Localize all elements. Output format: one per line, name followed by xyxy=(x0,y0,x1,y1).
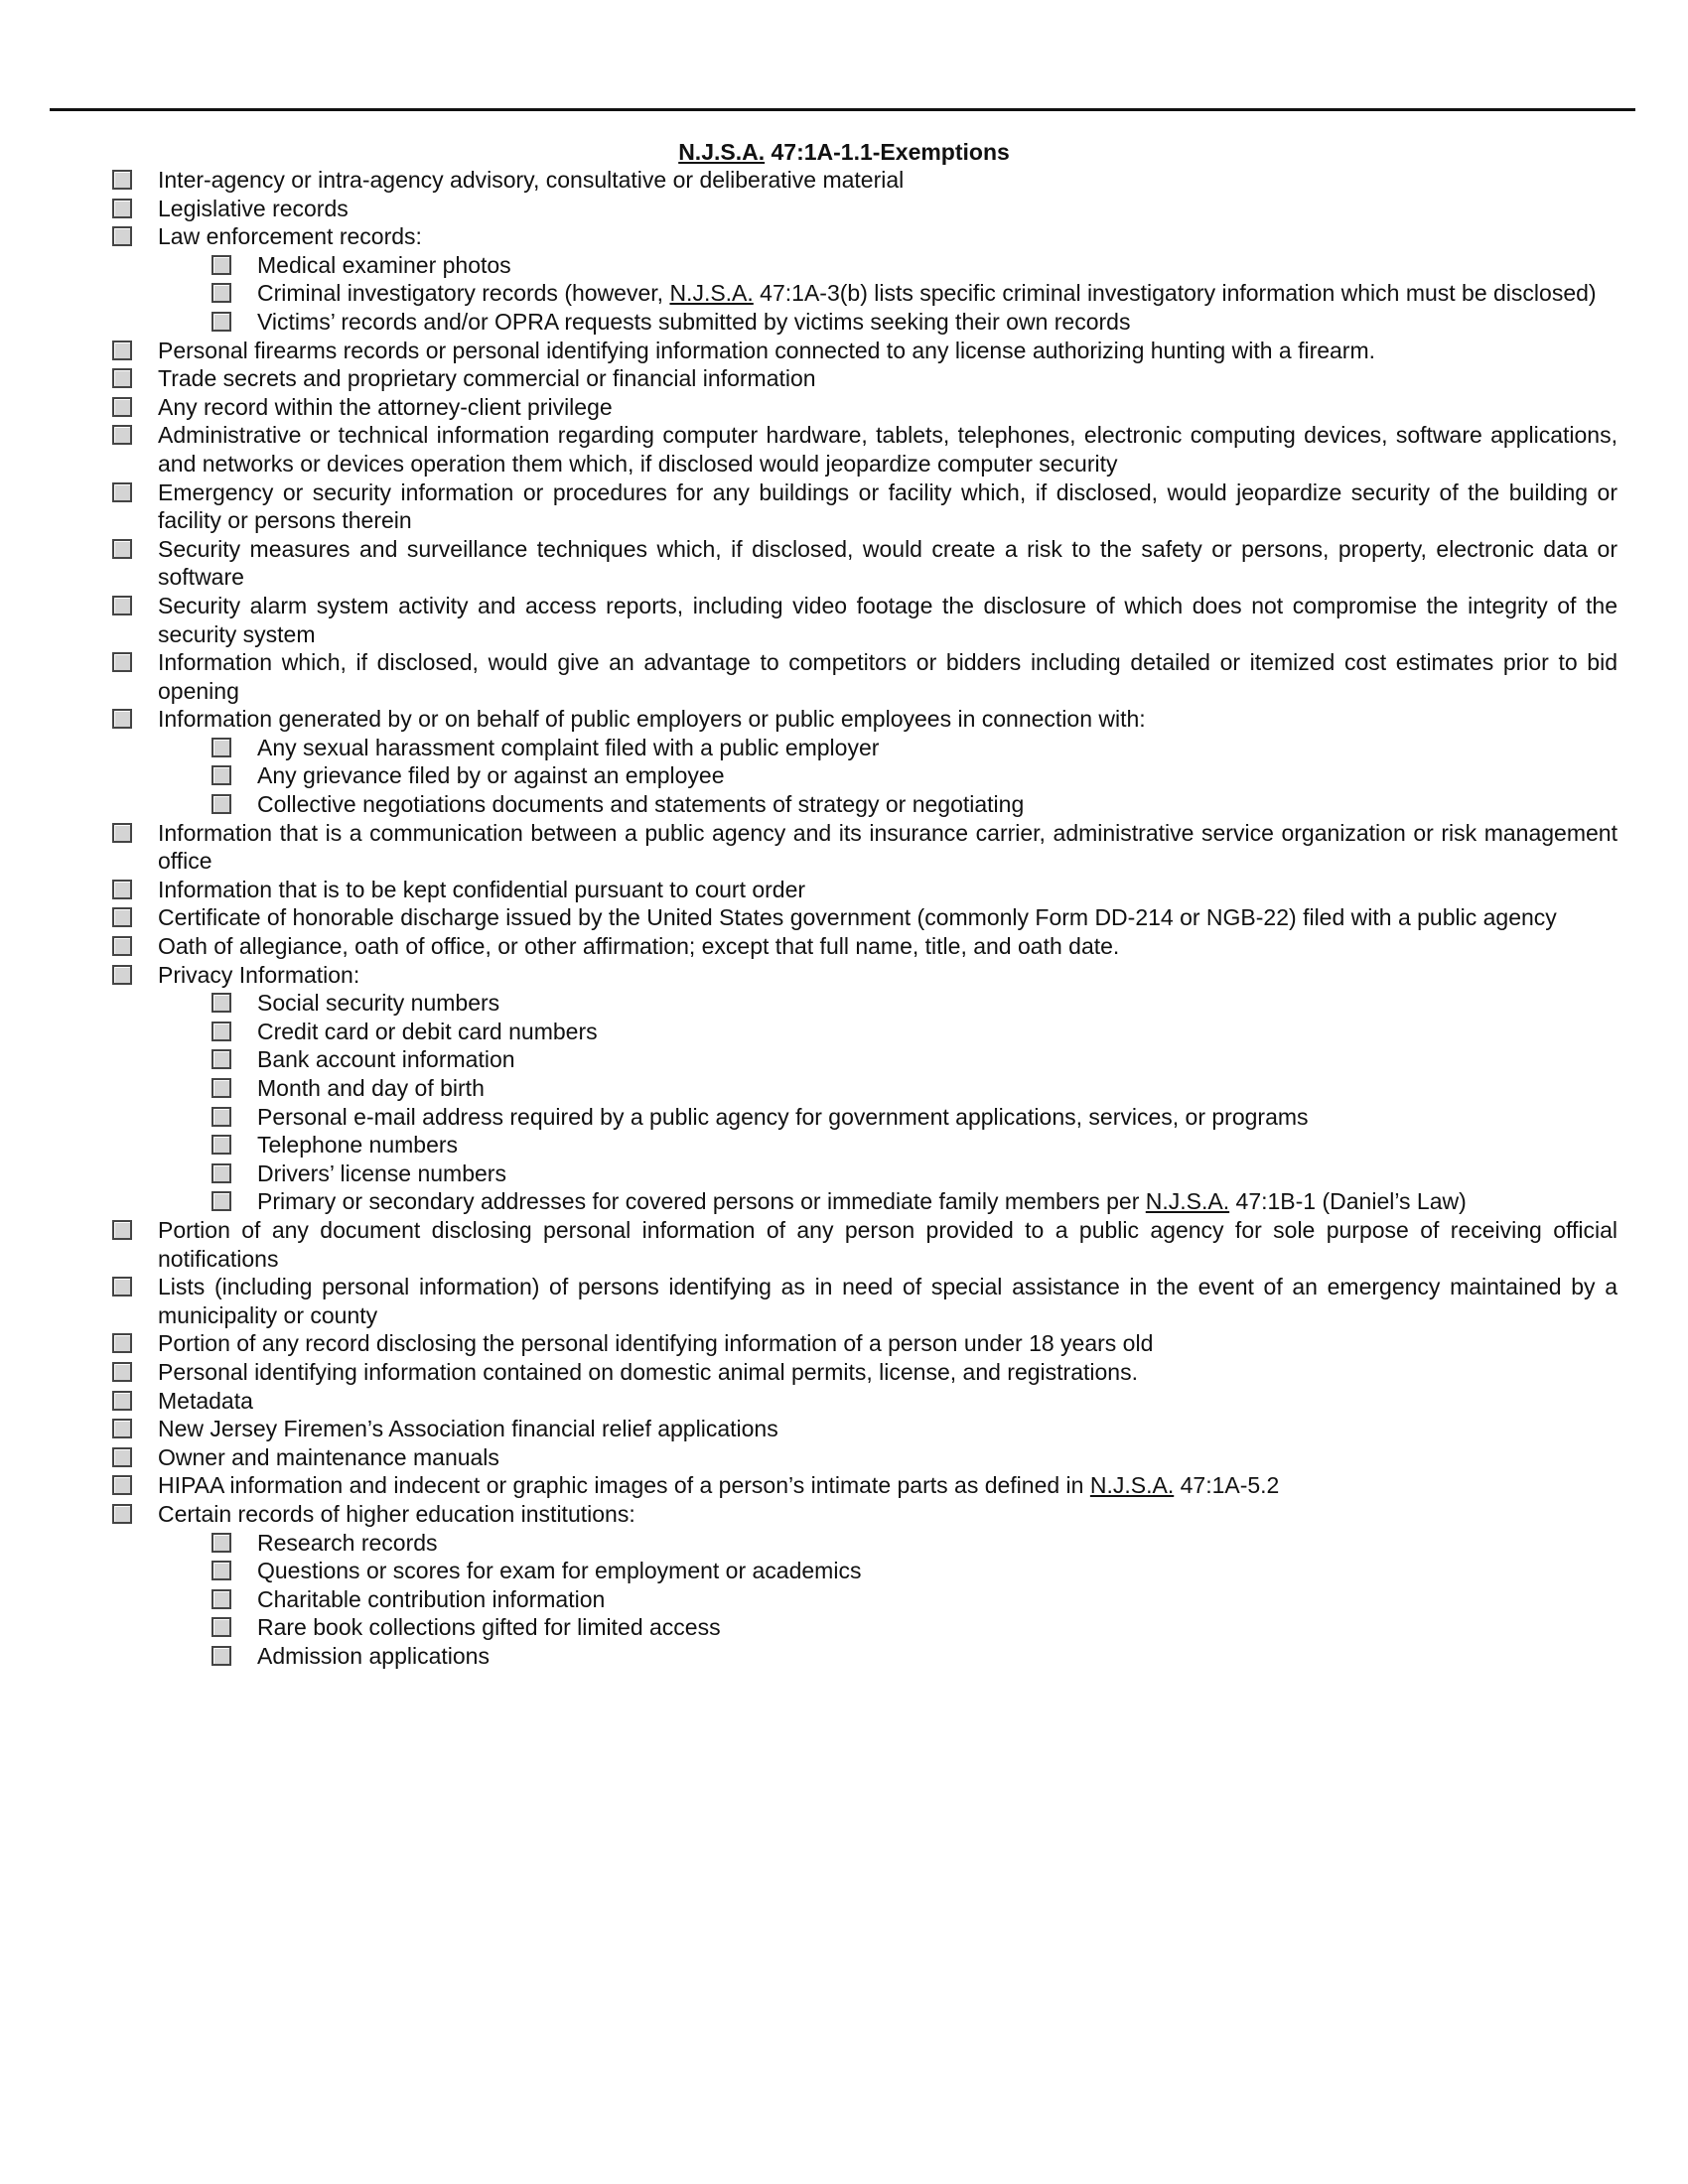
label-text: Certain records of higher education institutions: xyxy=(158,1500,635,1527)
exemption-label xyxy=(158,338,1375,363)
checkbox[interactable] xyxy=(211,1561,231,1580)
checkbox[interactable] xyxy=(112,1333,132,1353)
exemption-label xyxy=(257,1046,515,1072)
exemption-item xyxy=(158,819,1618,876)
exemption-subitem xyxy=(257,1187,1618,1216)
exemption-label xyxy=(257,762,725,788)
exemption-item xyxy=(158,1415,1618,1443)
exemption-item xyxy=(158,1387,1618,1416)
exemption-subitem xyxy=(257,1642,1618,1671)
checkbox[interactable] xyxy=(112,170,132,190)
exemption-subitem xyxy=(257,1131,1618,1160)
checkbox[interactable] xyxy=(112,397,132,417)
checkbox[interactable] xyxy=(112,652,132,672)
exemption-item xyxy=(158,195,1618,223)
exemption-label xyxy=(257,1160,506,1186)
label-text: Information which, if disclosed, would give an advantage to competitors or bidders including detailed or itemized cost estimates prior to bid opening xyxy=(158,649,1618,704)
exemption-item xyxy=(158,903,1618,932)
exemption-label xyxy=(158,1359,1138,1385)
statute-reference: N.J.S.A. xyxy=(1089,1472,1175,1499)
exemption-label xyxy=(257,1075,485,1101)
exemption-item xyxy=(158,166,1618,195)
label-text: Emergency or security information or procedures for any buildings or facility which, if disclosed, would jeopardize security of the building or facility or persons therein xyxy=(158,478,1618,534)
exemption-subitem xyxy=(257,1018,1618,1046)
checkbox[interactable] xyxy=(211,1191,231,1211)
exemption-label xyxy=(158,933,1119,959)
exemption-subitem xyxy=(257,1613,1618,1642)
exemption-label xyxy=(257,791,1024,817)
label-text: Credit card or debit card numbers xyxy=(257,1018,598,1044)
label-text: HIPAA information and indecent or graphic images of a person’s intimate parts as defined in xyxy=(158,1472,1090,1499)
label-text: Inter-agency or intra-agency advisory, consultative or deliberative material xyxy=(158,167,905,193)
label-text: New Jersey Firemen’s Association financial relief applications xyxy=(158,1416,778,1442)
exemption-label xyxy=(158,1444,499,1470)
checkbox[interactable] xyxy=(112,1362,132,1382)
label-text: Legislative records xyxy=(158,195,349,221)
exemption-label xyxy=(158,536,1618,591)
checkbox[interactable] xyxy=(112,1504,132,1524)
exemption-label xyxy=(158,1416,778,1441)
exemption-item xyxy=(158,1443,1618,1472)
exemption-label xyxy=(257,1104,1309,1130)
exemption-item xyxy=(158,337,1618,365)
label-text: Any grievance filed by or against an employee xyxy=(257,762,725,789)
exemption-label xyxy=(158,1472,1279,1498)
exemption-label xyxy=(158,479,1618,534)
label-text: Drivers’ license numbers xyxy=(257,1160,506,1186)
checkbox[interactable] xyxy=(211,765,231,785)
checkbox[interactable] xyxy=(112,936,132,956)
checkbox[interactable] xyxy=(112,226,132,246)
exemption-item xyxy=(158,1216,1618,1273)
label-text: Collective negotiations documents and statements of strategy or negotiating xyxy=(257,791,1025,818)
checkbox[interactable] xyxy=(112,596,132,615)
label-text: Information that is to be kept confidential pursuant to court order xyxy=(158,876,806,902)
label-text: 47:1A-3(b) lists specific criminal investigatory information which must be disclosed) xyxy=(753,280,1597,307)
label-text: Telephone numbers xyxy=(257,1132,459,1159)
exemption-label xyxy=(158,223,422,249)
label-text: Personal e-mail address required by a public agency for government applications, services, or programs xyxy=(257,1103,1309,1130)
exemption-label xyxy=(158,877,805,902)
exemption-item xyxy=(158,393,1618,422)
exemption-label xyxy=(257,1643,490,1669)
label-text: Portion of any record disclosing the personal identifying information of a person under 18 years old xyxy=(158,1330,1154,1357)
exemption-label xyxy=(257,1558,861,1583)
checkbox[interactable] xyxy=(112,341,132,360)
exemption-subitem xyxy=(257,790,1618,819)
exemption-label xyxy=(257,1530,438,1556)
checkbox[interactable] xyxy=(112,1277,132,1297)
exemption-subitem xyxy=(257,1160,1618,1188)
checkbox[interactable] xyxy=(112,709,132,729)
checkbox[interactable] xyxy=(112,199,132,218)
exemption-item xyxy=(158,592,1618,648)
checkbox[interactable] xyxy=(211,1049,231,1069)
checkbox[interactable] xyxy=(211,738,231,757)
label-text: Medical examiner photos xyxy=(257,251,511,278)
checkbox[interactable] xyxy=(112,1391,132,1411)
checkbox[interactable] xyxy=(112,823,132,843)
checkbox[interactable] xyxy=(112,482,132,502)
checkbox[interactable] xyxy=(112,425,132,445)
exemption-label xyxy=(257,280,1597,306)
exemption-label xyxy=(158,394,613,420)
label-text: Information generated by or on behalf of public employers or public employees in connection with: xyxy=(158,706,1146,733)
checkbox[interactable] xyxy=(211,283,231,303)
label-text: Portion of any document disclosing personal information of any person provided to a public agency for sole purpose of receiving official notifications xyxy=(158,1216,1618,1272)
exemption-item xyxy=(158,961,1618,990)
label-text: Security alarm system activity and access reports, including video footage the disclosure of which does not compromise the integrity of the security system xyxy=(158,592,1618,647)
checkbox[interactable] xyxy=(112,539,132,559)
exemption-subitem xyxy=(257,1103,1618,1132)
exemption-label xyxy=(158,422,1618,477)
label-text: Security measures and surveillance techniques which, if disclosed, would create a risk to the safety or persons, property, electronic data or software xyxy=(158,535,1618,591)
label-text: Primary or secondary addresses for covered persons or immediate family members per xyxy=(257,1188,1146,1215)
label-text: Bank account information xyxy=(257,1046,515,1073)
exemption-label xyxy=(257,735,879,760)
label-text: Law enforcement records: xyxy=(158,223,422,250)
exemption-subitem xyxy=(257,734,1618,762)
exemption-subitem xyxy=(257,251,1618,280)
exemption-item xyxy=(158,932,1618,961)
exemption-label xyxy=(158,1330,1153,1356)
exemption-item xyxy=(158,1358,1618,1387)
checkbox[interactable] xyxy=(211,1107,231,1127)
label-text: Charitable contribution information xyxy=(257,1585,606,1612)
checkbox[interactable] xyxy=(211,1533,231,1553)
exemption-label xyxy=(158,649,1618,704)
exemption-label xyxy=(158,904,1557,930)
checkbox[interactable] xyxy=(112,965,132,985)
exemption-item xyxy=(158,648,1618,705)
label-text: Lists (including personal information) of persons identifying as in need of special assistance in the event of an emergency maintained by a municipality or county xyxy=(158,1274,1618,1328)
label-text: Oath of allegiance, oath of office, or other affirmation; except that full name, title, and oath date. xyxy=(158,933,1120,960)
label-text: Month and day of birth xyxy=(257,1075,485,1101)
exemption-label xyxy=(158,593,1618,647)
exemption-item xyxy=(158,364,1618,393)
exemption-label xyxy=(158,706,1146,732)
label-text: Criminal investigatory records (however, xyxy=(257,280,670,307)
label-text: Personal identifying information contained on domestic animal permits, license, and registrations. xyxy=(158,1358,1138,1385)
exemption-label xyxy=(158,1274,1618,1328)
label-text: Certificate of honorable discharge issued by the United States government (commonly Form DD-214 or NGB-22) filed with a public agency xyxy=(158,904,1557,931)
title-statute: N.J.S.A. xyxy=(678,139,766,165)
checkbox[interactable] xyxy=(211,794,231,814)
exemption-label xyxy=(257,1614,721,1640)
exemption-label xyxy=(257,990,499,1016)
label-text: Administrative or technical information regarding computer hardware, tablets, telephones, electronic computing devices, software applications, and networks or devices operation them which, if disclosed would jeopardize computer security xyxy=(158,422,1618,477)
checkbox[interactable] xyxy=(211,1646,231,1666)
checkbox[interactable] xyxy=(211,1022,231,1041)
checkbox[interactable] xyxy=(112,1419,132,1438)
title-text: 47:1A-1.1-Exemptions xyxy=(765,139,1010,165)
label-text: Any sexual harassment complaint filed with a public employer xyxy=(257,734,880,760)
exemption-item xyxy=(158,1273,1618,1329)
label-text: Research records xyxy=(257,1529,438,1556)
statute-reference: N.J.S.A. xyxy=(669,280,754,307)
exemption-label xyxy=(158,365,816,391)
checkbox[interactable] xyxy=(211,993,231,1013)
checkbox[interactable] xyxy=(211,1163,231,1183)
exemption-item xyxy=(158,876,1618,904)
exemption-subitem xyxy=(257,1557,1618,1585)
label-text: 47:1A-5.2 xyxy=(1174,1472,1280,1499)
exemption-subitem xyxy=(257,1529,1618,1558)
header-rule xyxy=(50,108,1635,111)
exemption-subitem xyxy=(257,279,1618,308)
exemption-subitem xyxy=(257,989,1618,1018)
exemption-item xyxy=(158,1500,1618,1529)
checkbox[interactable] xyxy=(211,1078,231,1098)
exemption-item xyxy=(158,222,1618,251)
checkbox[interactable] xyxy=(211,312,231,332)
exemption-subitem xyxy=(257,1585,1618,1614)
exemption-subitem xyxy=(257,308,1618,337)
statute-reference: N.J.S.A. xyxy=(1145,1188,1230,1215)
exemption-label xyxy=(158,196,349,221)
exemption-item xyxy=(158,705,1618,734)
checkbox[interactable] xyxy=(211,1617,231,1637)
exemption-label xyxy=(158,167,904,193)
label-text: Owner and maintenance manuals xyxy=(158,1443,499,1470)
label-text: Rare book collections gifted for limited access xyxy=(257,1614,721,1641)
checkbox[interactable] xyxy=(112,880,132,899)
label-text: Victims’ records and/or OPRA requests submitted by victims seeking their own records xyxy=(257,308,1131,335)
checkbox[interactable] xyxy=(112,368,132,388)
label-text: Information that is a communication between a public agency and its insurance carrier, administrative service organization or risk management office xyxy=(158,819,1618,875)
page-title xyxy=(0,138,1688,166)
label-text: Privacy Information: xyxy=(158,961,360,988)
exemption-item xyxy=(158,421,1618,478)
exemption-item xyxy=(158,478,1618,535)
label-text: 47:1B-1 (Daniel’s Law) xyxy=(1229,1188,1467,1215)
exemption-label xyxy=(257,252,511,278)
label-text: Admission applications xyxy=(257,1642,490,1669)
exemption-subitem xyxy=(257,761,1618,790)
exemption-label xyxy=(257,1188,1467,1214)
checkbox[interactable] xyxy=(211,255,231,275)
checkbox[interactable] xyxy=(112,907,132,927)
exemption-item xyxy=(158,1471,1618,1500)
checkbox[interactable] xyxy=(112,1447,132,1467)
checkbox[interactable] xyxy=(112,1220,132,1240)
checkbox[interactable] xyxy=(211,1135,231,1155)
exemption-label xyxy=(158,962,359,988)
label-text: Personal firearms records or personal identifying information connected to any license authorizing hunting with a firearm. xyxy=(158,337,1376,363)
label-text: Any record within the attorney-client privilege xyxy=(158,393,613,420)
exemption-item xyxy=(158,535,1618,592)
label-text: Questions or scores for exam for employment or academics xyxy=(257,1558,862,1584)
checkbox[interactable] xyxy=(112,1475,132,1495)
exemption-label xyxy=(158,1388,253,1414)
exemption-list xyxy=(0,166,1688,1670)
checkbox[interactable] xyxy=(211,1589,231,1609)
label-text: Trade secrets and proprietary commercial or financial information xyxy=(158,365,816,392)
exemption-label xyxy=(158,1217,1618,1272)
exemption-item xyxy=(158,1329,1618,1358)
exemption-label xyxy=(257,309,1130,335)
label-text: Social security numbers xyxy=(257,990,500,1017)
exemption-label xyxy=(257,1132,458,1158)
exemption-subitem xyxy=(257,1074,1618,1103)
exemption-label xyxy=(158,1501,635,1527)
exemption-subitem xyxy=(257,1045,1618,1074)
exemption-label xyxy=(257,1586,605,1612)
label-text: Metadata xyxy=(158,1387,253,1414)
exemption-label xyxy=(158,820,1618,875)
exemption-label xyxy=(257,1019,598,1044)
